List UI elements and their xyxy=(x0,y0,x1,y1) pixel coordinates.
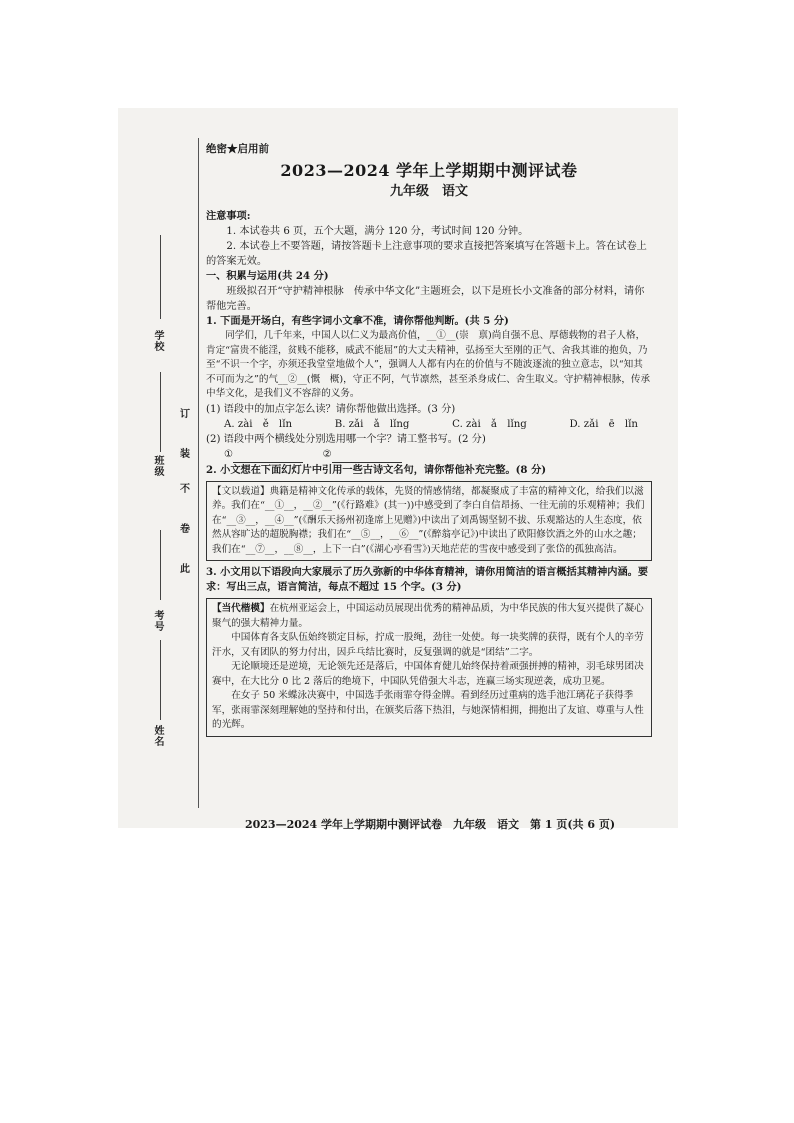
option-a[interactable]: A. zài ě lǐn xyxy=(224,418,293,430)
box-paragraph: 无论顺境还是逆境，无论领先还是落后，中国体育健儿始终保持着顽强拼搏的精神，羽毛球男团决赛中，在大比分 0 比 2 落后的绝境下，中国队凭借强大斗志，连赢三场实现逆袭，成功卫冕。 xyxy=(212,661,644,687)
exam-title: 2023—2024 学年上学期期中测评试卷 xyxy=(280,161,578,180)
seal-char: 订 xyxy=(180,409,190,420)
class-blank[interactable] xyxy=(160,372,161,452)
question-1-stem: 1. 下面是开场白，有些字词小文拿不准，请你帮他判断。(共 5 分) xyxy=(206,315,509,327)
question-2-box: 【文以载道】典籍是精神文化传承的载体，先贤的情感情绪，都凝聚成了丰富的精神文化，给我们以滋养。我们在“__①__，__②__”(《行路难》(其一))中感受到了李白自信昂扬、一往无前的乐观精神；我们在“__③__，__④__”(《酬乐天扬州初逢席上见赠》)中读出了刘禹锡坚韧不拔、乐观豁达的人生态度，依然从容旷达的超脱胸襟；我们在“__⑤__，__⑥__”(《醉翁亭记》)中读出了欧阳修饮酒之外的山水之趣；我们在“__⑦__，__⑧__，上下一白”(《湖心亭看雪》)天地茫茫的雪夜中感受到了张岱的孤独高洁。 xyxy=(206,481,652,562)
box-paragraph: 在杭州亚运会上，中国运动员展现出优秀的精神品质，为中华民族的伟大复兴提供了凝心聚气的强大精神力量。 xyxy=(212,603,644,629)
seal-char: 不 xyxy=(180,484,190,495)
class-label: 班级 xyxy=(152,455,163,477)
question-1-options xyxy=(206,417,652,432)
binding-line xyxy=(198,138,199,808)
blank-label: ① xyxy=(224,448,234,460)
section-intro: 班级拟召开“守护精神根脉 传承中华文化”主题班会，以下是班长小文准备的部分材料，请你帮他完善。 xyxy=(206,286,645,312)
exam-no-label: 考号 xyxy=(152,610,163,632)
school-label: 学校 xyxy=(152,330,163,352)
name-label: 姓名 xyxy=(152,725,163,747)
notice-item: 1. 本试卷共 6 页，五个大题，满分 120 分，考试时间 120 分钟。 xyxy=(226,226,529,237)
question-1-sub1: (1) 语段中的加点字怎么读？请你帮他做出选择。(3 分) xyxy=(206,403,456,415)
box-title: 【当代楷模】 xyxy=(212,603,270,614)
seal-char: 装 xyxy=(180,449,190,460)
exam-subtitle: 九年级 语文 xyxy=(389,184,468,199)
notice-heading: 注意事项: xyxy=(206,210,251,222)
exam-no-blank[interactable] xyxy=(160,530,161,600)
exam-page xyxy=(206,142,652,741)
answer-blank[interactable] xyxy=(233,447,303,463)
answer-blank[interactable] xyxy=(332,447,402,463)
option-c[interactable]: C. zài ǎ lǐng xyxy=(452,418,527,430)
box-paragraph: 在女子 50 米蝶泳决赛中，中国选手张雨霏夺得金牌。看到经历过重病的选手池江璃花子获得季军，张雨霏深刻理解她的坚持和付出，在颁奖后落下热泪，与她深情相拥，拥抱出了友谊、尊重与人性的光辉。 xyxy=(212,690,644,730)
question-3-stem: 3. 小文用以下语段向大家展示了历久弥新的中华体育精神，请你用简洁的语言概括其精神内涵。要求：写出三点，语言简洁，每点不超过 15 个字。(3 分) xyxy=(206,566,649,593)
question-1-blanks xyxy=(206,447,652,463)
question-1-passage: 同学们，几千年来，中国人以仁义为最高价值，__①__(崇 禀)尚自强不息、厚德载物的君子人格，肯定“富贵不能淫，贫贱不能移，威武不能屈”的大丈夫精神，弘扬至大至刚的正气、舍我其谁的抱负，乃至“不识一个字，亦须还我堂堂地做个人”，强调人人都有内在的价值与不随波逐流的独立意志，以“知其不可而为之”的气__②__(慨 概)，守正不阿，气节凛然，甚至杀身成仁、舍生取义。守护精神根脉，传承中华文化，是我们义不容辞的义务。 xyxy=(206,330,651,399)
box-paragraph: 中国体育各支队伍始终锁定目标，拧成一股绳，劲往一处使。每一块奖牌的获得，既有个人的辛劳汗水，又有团队的努力付出，因乒乓结比赛时，反复强调的就是“团结”二字。 xyxy=(212,632,644,658)
school-blank[interactable] xyxy=(160,235,161,319)
option-b[interactable]: B. zǎi ǎ lǐng xyxy=(334,418,410,430)
page-footer: 2023—2024 学年上学期期中测评试卷 九年级 语文 第 1 页(共 6 页) xyxy=(244,818,616,831)
question-3-box xyxy=(206,598,652,737)
seal-char: 此 xyxy=(180,564,190,575)
question-1-sub2: (2) 语段中两个横线处分别选用哪一个字？请工整书写。(2 分) xyxy=(206,433,486,445)
blank-label: ② xyxy=(322,448,332,460)
seal-char: 卷 xyxy=(180,524,190,535)
confidential-mark: 绝密★启用前 xyxy=(206,143,269,155)
question-2-stem: 2. 小文想在下面幻灯片中引用一些古诗文名句，请你帮他补充完整。(8 分) xyxy=(206,463,547,476)
option-d[interactable]: D. zǎi ē lǐn xyxy=(569,418,638,430)
section-heading: 一、积累与运用(共 24 分) xyxy=(206,270,329,282)
name-blank[interactable] xyxy=(160,640,161,720)
notice-item: 2. 本试卷上不要答题，请按答题卡上注意事项的要求直接把答案填写在答题卡上。答在试卷上的答案无效。 xyxy=(206,241,647,267)
